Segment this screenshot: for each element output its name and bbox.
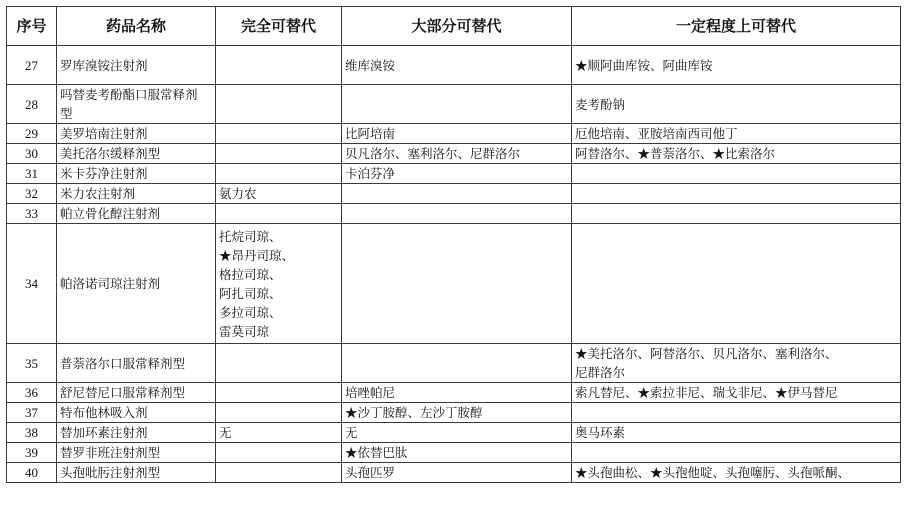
cell-full-substitute	[216, 164, 342, 184]
cell-partial-substitute	[572, 344, 901, 383]
cell-text-line: ★沙丁胺醇、左沙丁胺醇	[345, 405, 483, 420]
cell-mostly-substitute	[342, 443, 572, 463]
table-row	[7, 144, 901, 164]
table-row	[7, 164, 901, 184]
cell-drug-name	[57, 124, 216, 144]
cell-mostly-substitute	[342, 423, 572, 443]
cell-text-line: ★依替巴肽	[345, 445, 408, 460]
cell-partial-substitute	[572, 204, 901, 224]
header-mostly-substitute: 大部分可替代	[342, 7, 572, 46]
cell-seq: 27	[7, 46, 57, 85]
cell-partial-substitute	[572, 443, 901, 463]
cell-seq: 31	[7, 164, 57, 184]
cell-drug-name	[57, 224, 216, 344]
cell-mostly-substitute	[342, 403, 572, 423]
cell-drug-name	[57, 204, 216, 224]
table-row	[7, 184, 901, 204]
cell-text-line: 头孢吡肟注射剂型	[60, 465, 161, 480]
cell-text-line: 帕洛诺司琼注射剂	[60, 276, 161, 291]
cell-mostly-substitute	[342, 463, 572, 483]
cell-drug-name	[57, 383, 216, 403]
cell-text-line: 无	[219, 425, 232, 440]
cell-mostly-substitute	[342, 204, 572, 224]
cell-full-substitute	[216, 46, 342, 85]
cell-text-line: 型	[60, 106, 73, 121]
cell-mostly-substitute	[342, 344, 572, 383]
cell-full-substitute	[216, 85, 342, 124]
table-body	[7, 46, 901, 483]
cell-text-line: ★头孢曲松、★头孢他啶、头孢噻肟、头孢哌酮、	[575, 465, 851, 480]
table-row	[7, 204, 901, 224]
cell-drug-name	[57, 423, 216, 443]
cell-text-line: 米卡芬净注射剂	[60, 166, 148, 181]
cell-text-line: 尼群洛尔	[575, 365, 626, 380]
table-row	[7, 124, 901, 144]
drug-substitution-sheet	[6, 6, 900, 483]
header-full-substitute: 完全可替代	[216, 7, 342, 46]
table-row	[7, 383, 901, 403]
cell-drug-name	[57, 443, 216, 463]
table-row	[7, 443, 901, 463]
cell-text-line: 美罗培南注射剂	[60, 126, 148, 141]
cell-seq: 37	[7, 403, 57, 423]
cell-full-substitute	[216, 224, 342, 344]
cell-drug-name	[57, 344, 216, 383]
cell-text-line: 雷莫司琼	[219, 323, 270, 339]
cell-text-line: 贝凡洛尔、塞利洛尔、尼群洛尔	[345, 146, 521, 161]
header-row	[7, 7, 901, 46]
table-row	[7, 403, 901, 423]
cell-seq: 34	[7, 224, 57, 344]
cell-seq: 39	[7, 443, 57, 463]
cell-text-line: 索凡替尼、★索拉非尼、瑞戈非尼、★伊马替尼	[575, 385, 838, 400]
cell-text-line: 吗替麦考酚酯口服常释剂	[60, 87, 198, 102]
cell-text-line: 舒尼替尼口服常释剂型	[60, 385, 186, 400]
cell-partial-substitute	[572, 46, 901, 85]
table-row	[7, 344, 901, 383]
cell-text-line: 麦考酚钠	[575, 96, 626, 112]
cell-full-substitute	[216, 184, 342, 204]
cell-text-line: ★昂丹司琼、	[219, 247, 295, 263]
cell-text-line: 托烷司琼、	[219, 228, 282, 244]
cell-text-line: 培唑帕尼	[345, 385, 396, 400]
cell-mostly-substitute	[342, 124, 572, 144]
cell-text-line: 多拉司琼、	[219, 304, 282, 320]
cell-partial-substitute	[572, 403, 901, 423]
cell-partial-substitute	[572, 164, 901, 184]
cell-seq: 40	[7, 463, 57, 483]
cell-mostly-substitute	[342, 46, 572, 85]
cell-seq: 28	[7, 85, 57, 124]
cell-partial-substitute	[572, 383, 901, 403]
cell-mostly-substitute	[342, 164, 572, 184]
substitution-table	[6, 6, 901, 483]
cell-text-line: 卡泊芬净	[345, 166, 396, 181]
cell-drug-name	[57, 85, 216, 124]
header-seq: 序号	[7, 7, 57, 46]
cell-text-line: 比阿培南	[345, 126, 396, 141]
cell-text-line: ★美托洛尔、阿替洛尔、贝凡洛尔、塞利洛尔、	[575, 346, 838, 361]
cell-partial-substitute	[572, 423, 901, 443]
cell-drug-name	[57, 164, 216, 184]
cell-text-line: 罗库溴铵注射剂	[60, 57, 148, 73]
cell-seq: 36	[7, 383, 57, 403]
cell-mostly-substitute	[342, 144, 572, 164]
table-row	[7, 46, 901, 85]
cell-text-line: 阿替洛尔、★普萘洛尔、★比索洛尔	[575, 146, 776, 161]
cell-text-line: 美托洛尔缓释剂型	[60, 146, 161, 161]
cell-text-line: 格拉司琼、	[219, 266, 282, 282]
cell-full-substitute	[216, 383, 342, 403]
cell-text-line: 维库溴铵	[345, 57, 396, 73]
cell-partial-substitute	[572, 124, 901, 144]
cell-text-line: 头孢匹罗	[345, 465, 396, 480]
cell-partial-substitute	[572, 463, 901, 483]
cell-seq: 29	[7, 124, 57, 144]
cell-full-substitute	[216, 403, 342, 423]
cell-text-line: 替加环素注射剂	[60, 425, 148, 440]
cell-text-line: 帕立骨化醇注射剂	[60, 206, 161, 221]
table-row	[7, 224, 901, 344]
cell-seq: 30	[7, 144, 57, 164]
cell-partial-substitute	[572, 224, 901, 344]
cell-text-line: 阿扎司琼、	[219, 285, 282, 301]
cell-full-substitute	[216, 124, 342, 144]
cell-full-substitute	[216, 423, 342, 443]
cell-seq: 35	[7, 344, 57, 383]
cell-drug-name	[57, 144, 216, 164]
cell-text-line: ★顺阿曲库铵、阿曲库铵	[575, 57, 713, 73]
cell-full-substitute	[216, 204, 342, 224]
cell-seq: 33	[7, 204, 57, 224]
cell-full-substitute	[216, 344, 342, 383]
cell-text-line: 厄他培南、亚胺培南西司他丁	[575, 126, 738, 141]
cell-seq: 38	[7, 423, 57, 443]
cell-mostly-substitute	[342, 85, 572, 124]
cell-drug-name	[57, 46, 216, 85]
cell-text-line: 普萘洛尔口服常释剂型	[60, 355, 186, 371]
cell-drug-name	[57, 403, 216, 423]
cell-text-line: 替罗非班注射剂型	[60, 445, 161, 460]
cell-text-line: 特布他林吸入剂	[60, 405, 148, 420]
cell-mostly-substitute	[342, 224, 572, 344]
cell-mostly-substitute	[342, 383, 572, 403]
cell-full-substitute	[216, 443, 342, 463]
cell-text-line: 氨力农	[219, 186, 257, 201]
cell-drug-name	[57, 463, 216, 483]
cell-partial-substitute	[572, 144, 901, 164]
cell-mostly-substitute	[342, 184, 572, 204]
table-row	[7, 463, 901, 483]
cell-partial-substitute	[572, 184, 901, 204]
header-drug-name: 药品名称	[57, 7, 216, 46]
cell-text-line: 无	[345, 425, 358, 440]
cell-drug-name	[57, 184, 216, 204]
cell-text-line: 奥马环素	[575, 425, 626, 440]
cell-full-substitute	[216, 463, 342, 483]
table-row	[7, 85, 901, 124]
cell-seq: 32	[7, 184, 57, 204]
table-row	[7, 423, 901, 443]
header-partial-substitute: 一定程度上可替代	[572, 7, 901, 46]
cell-full-substitute	[216, 144, 342, 164]
cell-text-line: 米力农注射剂	[60, 186, 136, 201]
cell-partial-substitute	[572, 85, 901, 124]
